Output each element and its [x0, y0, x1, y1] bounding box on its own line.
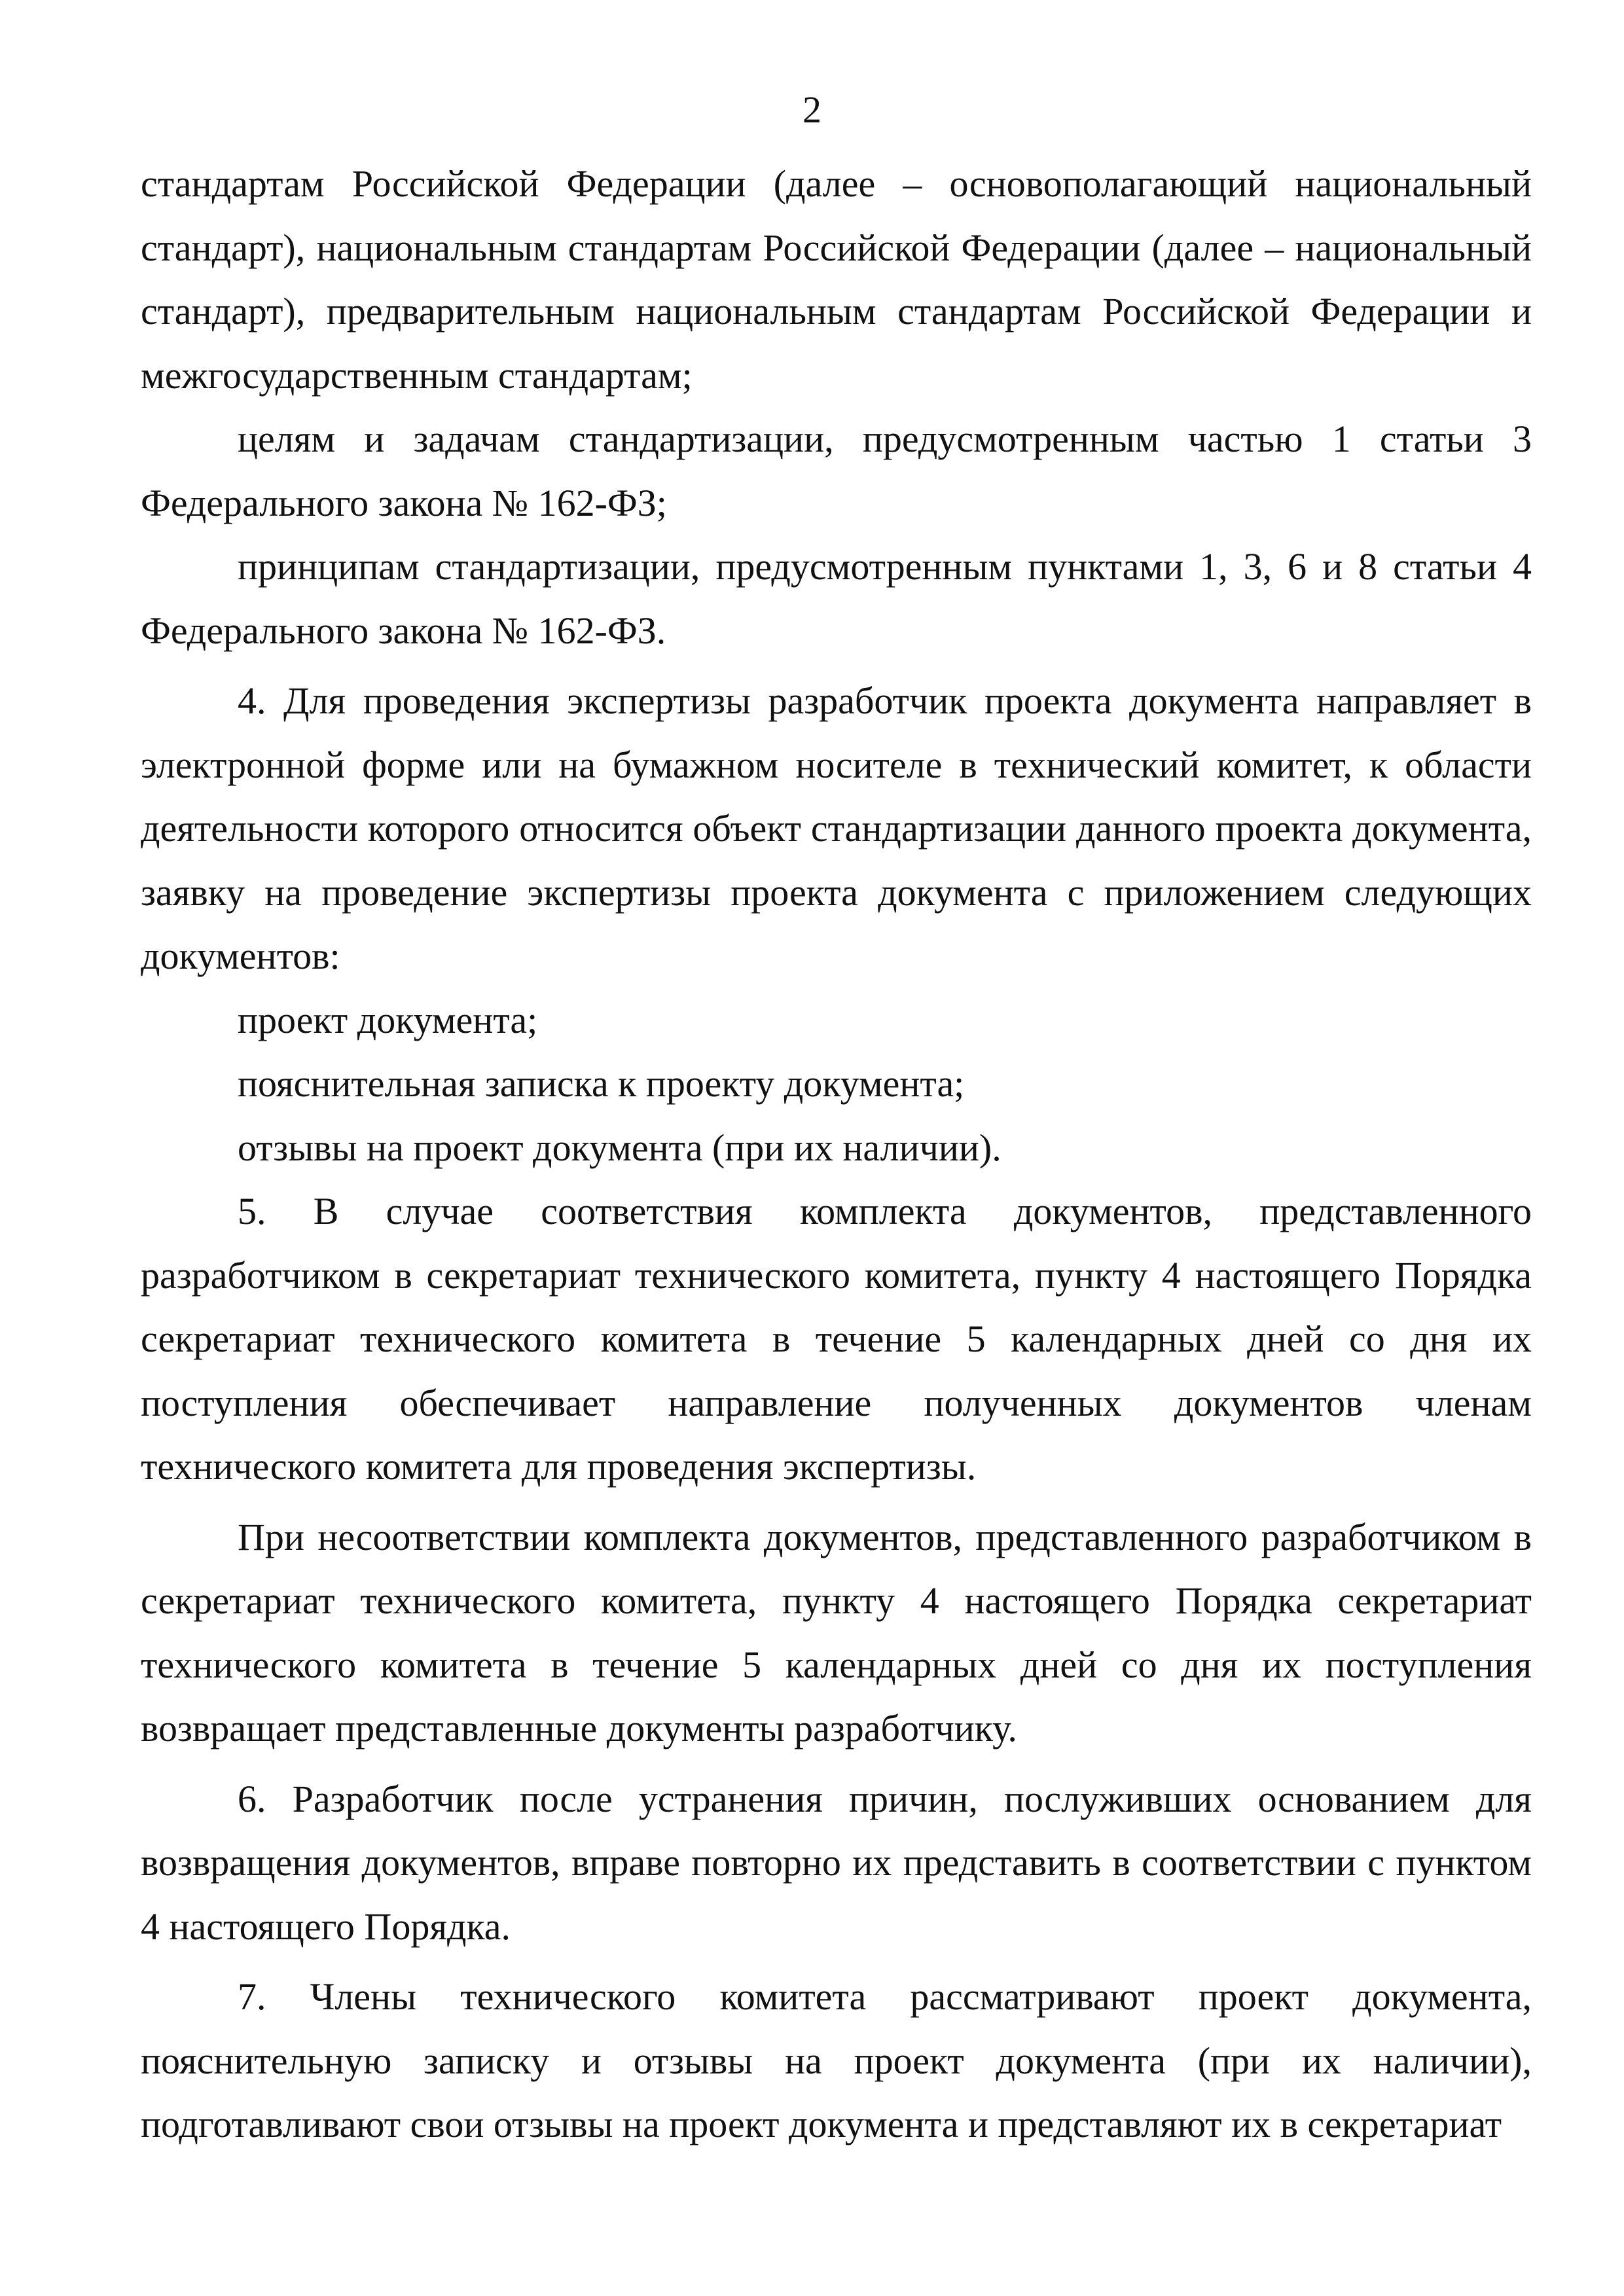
paragraph-reviews: отзывы на проект документа (при их наличии). [238, 1126, 1001, 1169]
paragraph-item-6: 6. Разработчик после устранения причин, послуживших основанием для возвращения документов, вправе повторно их представить в соответствии с пунктом 4 настоящего Порядка. [141, 1777, 1532, 1948]
paragraph-explanatory-note: пояснительная записка к проекту документа; [238, 1062, 965, 1105]
paragraph-principles: принципам стандартизации, предусмотренным пунктами 1, 3, 6 и 8 статьи 4 Федерального закона № 162-ФЗ. [141, 545, 1532, 652]
paragraph-goals: целям и задачам стандартизации, предусмотренным частью 1 статьи 3 Федерального закона № 162-ФЗ; [141, 418, 1532, 524]
page-number: 2 [803, 88, 821, 131]
paragraph-item-5: 5. В случае соответствия комплекта документов, представленного разработчиком в секретариат технического комитета, пункту 4 настоящего Порядка секретариат технического комитета в течение 5 календарных дней со дня их поступления обеспечивает направление полученных документов членам технического комитета для проведения экспертизы. [141, 1190, 1532, 1488]
paragraph-project-document: проект документа; [238, 998, 538, 1041]
paragraph-mismatch: При несоответствии комплекта документов, представленного разработчиком в секретариат технического комитета, пункту 4 настоящего Порядка секретариат технического комитета в течение 5 календарных дней со дня их поступления возвращает представленные документы разработчику. [141, 1515, 1532, 1749]
paragraph-item-7: 7. Члены технического комитета рассматривают проект документа, пояснительную записку и отзывы на проект документа (при их наличии), подготавливают свои отзывы на проект документа и представляют их в секретариат [141, 1975, 1532, 2145]
document-body [141, 152, 1532, 2157]
paragraph-item-4: 4. Для проведения экспертизы разработчик проекта документа направляет в электронной форме или на бумажном носителе в технический комитет, к области деятельности которого относится объект стандартизации данного проекта документа, заявку на проведение экспертизы проекта документа с приложением следующих документов: [141, 679, 1532, 977]
paragraph-standards-list: стандартам Российской Федерации (далее – основополагающий национальный стандарт), национальным стандартам Российской Федерации (далее – национальный стандарт), предварительным национальным стандартам Российской Федерации и межгосударственным стандартам; [141, 162, 1532, 397]
